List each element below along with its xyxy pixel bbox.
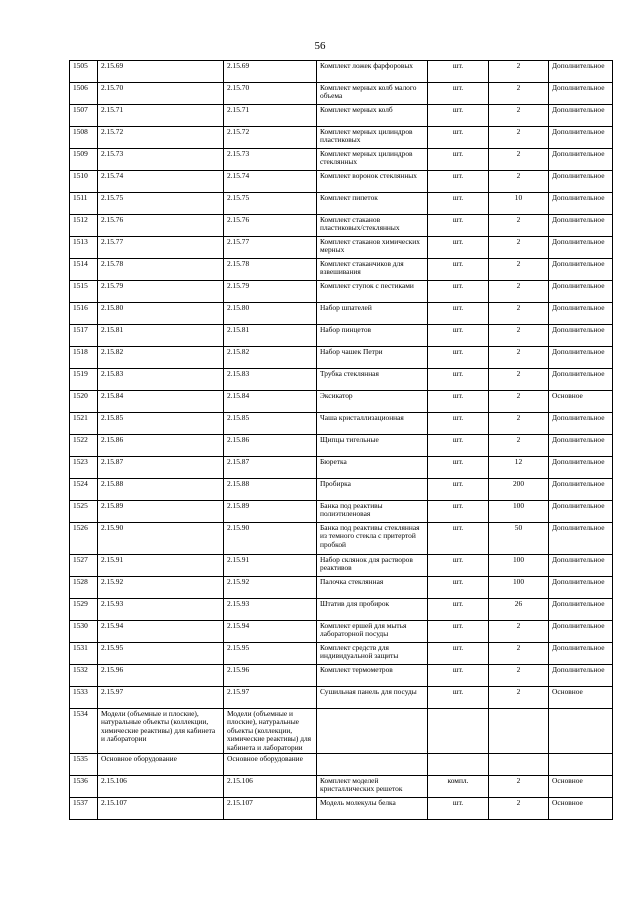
type-cell: [549, 754, 613, 776]
row-number: 1527: [70, 555, 98, 577]
quantity-cell: 2: [489, 798, 549, 820]
code-cell: 2.15.69: [98, 61, 224, 83]
table-row: [70, 754, 613, 776]
row-number: 1515: [70, 281, 98, 303]
unit-cell: шт.: [428, 555, 489, 577]
unit-cell: шт.: [428, 281, 489, 303]
code-cell: 2.15.85: [98, 413, 224, 435]
code-cell-2: 2.15.79: [224, 281, 317, 303]
unit-cell: шт.: [428, 171, 489, 193]
page-number: 56: [314, 40, 326, 52]
row-number: 1508: [70, 127, 98, 149]
unit-cell: шт.: [428, 479, 489, 501]
item-name: Комплект средств для индивидуальной защиты: [317, 643, 428, 665]
item-name: Комплект пипеток: [317, 193, 428, 215]
code-cell-2: 2.15.75: [224, 193, 317, 215]
code-cell: 2.15.75: [98, 193, 224, 215]
item-name: Комплект моделей кристаллических решеток: [317, 776, 428, 798]
row-number: 1511: [70, 193, 98, 215]
code-cell: Основное оборудование: [98, 754, 224, 776]
item-name: Набор пинцетов: [317, 325, 428, 347]
item-name: [317, 709, 428, 754]
type-cell: Дополнительное: [549, 413, 613, 435]
quantity-cell: 2: [489, 347, 549, 369]
quantity-cell: 50: [489, 523, 549, 555]
quantity-cell: 2: [489, 105, 549, 127]
quantity-cell: 2: [489, 621, 549, 643]
row-number: 1523: [70, 457, 98, 479]
code-cell-2: 2.15.69: [224, 61, 317, 83]
type-cell: Дополнительное: [549, 643, 613, 665]
type-cell: Дополнительное: [549, 665, 613, 687]
unit-cell: шт.: [428, 435, 489, 457]
item-name: Палочка стеклянная: [317, 577, 428, 599]
code-cell: 2.15.95: [98, 643, 224, 665]
quantity-cell: 2: [489, 61, 549, 83]
type-cell: Дополнительное: [549, 281, 613, 303]
item-name: Пробирка: [317, 479, 428, 501]
unit-cell: шт.: [428, 127, 489, 149]
quantity-cell: [489, 709, 549, 754]
code-cell-2: 2.15.83: [224, 369, 317, 391]
row-number: 1535: [70, 754, 98, 776]
row-number: 1519: [70, 369, 98, 391]
unit-cell: шт.: [428, 643, 489, 665]
table-row: [70, 149, 613, 171]
table-row: [70, 193, 613, 215]
unit-cell: шт.: [428, 237, 489, 259]
quantity-cell: 100: [489, 555, 549, 577]
code-cell-2: 2.15.93: [224, 599, 317, 621]
table-row: [70, 457, 613, 479]
item-name: Комплект стаканов химических мерных: [317, 237, 428, 259]
item-name: Комплект ложек фарфоровых: [317, 61, 428, 83]
code-cell: 2.15.97: [98, 687, 224, 709]
row-number: 1510: [70, 171, 98, 193]
quantity-cell: 2: [489, 391, 549, 413]
item-name: Комплект мерных цилиндров стеклянных: [317, 149, 428, 171]
table-row: [70, 215, 613, 237]
unit-cell: шт.: [428, 391, 489, 413]
code-cell: 2.15.106: [98, 776, 224, 798]
type-cell: [549, 709, 613, 754]
code-cell-2: 2.15.74: [224, 171, 317, 193]
unit-cell: шт.: [428, 798, 489, 820]
row-number: 1526: [70, 523, 98, 555]
quantity-cell: 2: [489, 435, 549, 457]
item-name: Чаша кристаллизационная: [317, 413, 428, 435]
item-name: Комплект воронок стеклянных: [317, 171, 428, 193]
unit-cell: шт.: [428, 105, 489, 127]
item-name: Штатив для пробирок: [317, 599, 428, 621]
item-name: Щипцы тигельные: [317, 435, 428, 457]
item-name: Набор шпателей: [317, 303, 428, 325]
unit-cell: шт.: [428, 577, 489, 599]
quantity-cell: 26: [489, 599, 549, 621]
row-number: 1505: [70, 61, 98, 83]
item-name: Комплект стаканчиков для взвешивания: [317, 259, 428, 281]
code-cell-2: 2.15.76: [224, 215, 317, 237]
quantity-cell: 2: [489, 643, 549, 665]
quantity-cell: 2: [489, 83, 549, 105]
type-cell: Дополнительное: [549, 555, 613, 577]
item-name: Набор чашек Петри: [317, 347, 428, 369]
type-cell: Дополнительное: [549, 259, 613, 281]
type-cell: Дополнительное: [549, 479, 613, 501]
code-cell-2: 2.15.70: [224, 83, 317, 105]
type-cell: Дополнительное: [549, 577, 613, 599]
type-cell: Дополнительное: [549, 501, 613, 523]
table-body: [70, 61, 613, 820]
unit-cell: [428, 754, 489, 776]
item-name: Комплект термометров: [317, 665, 428, 687]
unit-cell: [428, 709, 489, 754]
code-cell-2: 2.15.85: [224, 413, 317, 435]
unit-cell: шт.: [428, 369, 489, 391]
table-row: [70, 798, 613, 820]
code-cell: 2.15.92: [98, 577, 224, 599]
code-cell: 2.15.87: [98, 457, 224, 479]
row-number: 1524: [70, 479, 98, 501]
type-cell: Дополнительное: [549, 303, 613, 325]
quantity-cell: 100: [489, 501, 549, 523]
type-cell: Дополнительное: [549, 149, 613, 171]
code-cell: 2.15.80: [98, 303, 224, 325]
item-name: Бюретка: [317, 457, 428, 479]
code-cell: 2.15.96: [98, 665, 224, 687]
item-name: Комплект мерных цилиндров пластиковых: [317, 127, 428, 149]
code-cell-2: 2.15.82: [224, 347, 317, 369]
quantity-cell: 12: [489, 457, 549, 479]
code-cell: 2.15.71: [98, 105, 224, 127]
item-name: Банка под реактивы стеклянная из темного стекла с притертой пробкой: [317, 523, 428, 555]
item-name: Комплект стаканов пластиковых/стеклянных: [317, 215, 428, 237]
type-cell: Дополнительное: [549, 61, 613, 83]
row-number: 1533: [70, 687, 98, 709]
quantity-cell: 2: [489, 127, 549, 149]
code-cell-2: 2.15.97: [224, 687, 317, 709]
code-cell: 2.15.94: [98, 621, 224, 643]
code-cell-2: 2.15.94: [224, 621, 317, 643]
table-row: [70, 61, 613, 83]
item-name: Банка под реактивы полиэтиленовая: [317, 501, 428, 523]
unit-cell: шт.: [428, 61, 489, 83]
item-name: Комплект ступок с пестиками: [317, 281, 428, 303]
table-row: [70, 325, 613, 347]
row-number: 1525: [70, 501, 98, 523]
item-name: Сушильная панель для посуды: [317, 687, 428, 709]
type-cell: Дополнительное: [549, 237, 613, 259]
unit-cell: шт.: [428, 501, 489, 523]
table-row: [70, 687, 613, 709]
code-cell-2: 2.15.87: [224, 457, 317, 479]
code-cell: 2.15.82: [98, 347, 224, 369]
unit-cell: шт.: [428, 599, 489, 621]
quantity-cell: 2: [489, 687, 549, 709]
row-number: 1522: [70, 435, 98, 457]
code-cell: 2.15.76: [98, 215, 224, 237]
quantity-cell: 2: [489, 413, 549, 435]
quantity-cell: 2: [489, 776, 549, 798]
quantity-cell: 2: [489, 171, 549, 193]
code-cell-2: 2.15.89: [224, 501, 317, 523]
code-cell-2: 2.15.71: [224, 105, 317, 127]
type-cell: Основное: [549, 798, 613, 820]
type-cell: Основное: [549, 391, 613, 413]
table-row: [70, 435, 613, 457]
table-row: [70, 83, 613, 105]
code-cell-2: 2.15.91: [224, 555, 317, 577]
item-name: Эксикатор: [317, 391, 428, 413]
code-cell-2: 2.15.81: [224, 325, 317, 347]
code-cell-2: 2.15.92: [224, 577, 317, 599]
unit-cell: шт.: [428, 193, 489, 215]
table-row: [70, 105, 613, 127]
code-cell: 2.15.78: [98, 259, 224, 281]
type-cell: Основное: [549, 687, 613, 709]
table-row: [70, 391, 613, 413]
code-cell: 2.15.84: [98, 391, 224, 413]
unit-cell: шт.: [428, 149, 489, 171]
table-row: [70, 665, 613, 687]
table-row: [70, 171, 613, 193]
quantity-cell: 2: [489, 665, 549, 687]
type-cell: Дополнительное: [549, 435, 613, 457]
table-row: [70, 776, 613, 798]
table-row: [70, 303, 613, 325]
code-cell-2: Основное оборудование: [224, 754, 317, 776]
table-row: [70, 709, 613, 754]
row-number: 1521: [70, 413, 98, 435]
row-number: 1509: [70, 149, 98, 171]
code-cell: 2.15.73: [98, 149, 224, 171]
code-cell-2: 2.15.78: [224, 259, 317, 281]
row-number: 1532: [70, 665, 98, 687]
type-cell: Дополнительное: [549, 621, 613, 643]
code-cell-2: 2.15.96: [224, 665, 317, 687]
code-cell: 2.15.88: [98, 479, 224, 501]
table-row: [70, 237, 613, 259]
table-row: [70, 259, 613, 281]
code-cell-2: 2.15.80: [224, 303, 317, 325]
table-row: [70, 479, 613, 501]
table-row: [70, 369, 613, 391]
type-cell: Основное: [549, 776, 613, 798]
table-row: [70, 501, 613, 523]
type-cell: Дополнительное: [549, 599, 613, 621]
item-name: [317, 754, 428, 776]
table-row: [70, 413, 613, 435]
item-name: Набор склянок для растворов реактивов: [317, 555, 428, 577]
code-cell-2: 2.15.72: [224, 127, 317, 149]
quantity-cell: 2: [489, 369, 549, 391]
equipment-table: [69, 60, 613, 820]
type-cell: Дополнительное: [549, 83, 613, 105]
row-number: 1506: [70, 83, 98, 105]
type-cell: Дополнительное: [549, 457, 613, 479]
unit-cell: шт.: [428, 303, 489, 325]
quantity-cell: 2: [489, 259, 549, 281]
quantity-cell: 100: [489, 577, 549, 599]
unit-cell: шт.: [428, 687, 489, 709]
unit-cell: шт.: [428, 259, 489, 281]
row-number: 1520: [70, 391, 98, 413]
unit-cell: шт.: [428, 523, 489, 555]
table-row: [70, 599, 613, 621]
quantity-cell: 2: [489, 281, 549, 303]
type-cell: Дополнительное: [549, 523, 613, 555]
code-cell-2: 2.15.90: [224, 523, 317, 555]
unit-cell: шт.: [428, 215, 489, 237]
code-cell: 2.15.74: [98, 171, 224, 193]
item-name: Комплект мерных колб: [317, 105, 428, 127]
quantity-cell: 2: [489, 303, 549, 325]
item-name: Трубка стеклянная: [317, 369, 428, 391]
code-cell: 2.15.107: [98, 798, 224, 820]
quantity-cell: 200: [489, 479, 549, 501]
quantity-cell: 2: [489, 325, 549, 347]
table-row: [70, 621, 613, 643]
quantity-cell: [489, 754, 549, 776]
code-cell-2: 2.15.84: [224, 391, 317, 413]
unit-cell: шт.: [428, 413, 489, 435]
row-number: 1536: [70, 776, 98, 798]
table-row: [70, 523, 613, 555]
row-number: 1517: [70, 325, 98, 347]
code-cell-2: 2.15.107: [224, 798, 317, 820]
type-cell: Дополнительное: [549, 105, 613, 127]
unit-cell: шт.: [428, 665, 489, 687]
code-cell-2: 2.15.77: [224, 237, 317, 259]
code-cell: 2.15.93: [98, 599, 224, 621]
row-number: 1514: [70, 259, 98, 281]
code-cell: 2.15.81: [98, 325, 224, 347]
type-cell: Дополнительное: [549, 215, 613, 237]
row-number: 1537: [70, 798, 98, 820]
code-cell-2: 2.15.86: [224, 435, 317, 457]
code-cell-2: Модели (объемные и плоские), натуральные объекты (коллекции, химические реактивы) для кабинета и лаборатории: [224, 709, 317, 754]
unit-cell: компл.: [428, 776, 489, 798]
quantity-cell: 2: [489, 237, 549, 259]
code-cell: 2.15.79: [98, 281, 224, 303]
code-cell: 2.15.77: [98, 237, 224, 259]
code-cell: 2.15.72: [98, 127, 224, 149]
table-row: [70, 347, 613, 369]
row-number: 1529: [70, 599, 98, 621]
unit-cell: шт.: [428, 325, 489, 347]
row-number: 1516: [70, 303, 98, 325]
table-row: [70, 643, 613, 665]
unit-cell: шт.: [428, 621, 489, 643]
table-row: [70, 281, 613, 303]
code-cell: Модели (объемные и плоские), натуральные объекты (коллекции, химические реактивы) для кабинета и лаборатории: [98, 709, 224, 754]
code-cell: 2.15.91: [98, 555, 224, 577]
row-number: 1530: [70, 621, 98, 643]
code-cell: 2.15.83: [98, 369, 224, 391]
code-cell: 2.15.89: [98, 501, 224, 523]
type-cell: Дополнительное: [549, 325, 613, 347]
quantity-cell: 2: [489, 215, 549, 237]
row-number: 1513: [70, 237, 98, 259]
item-name: Комплект мерных колб малого объема: [317, 83, 428, 105]
row-number: 1512: [70, 215, 98, 237]
table-row: [70, 127, 613, 149]
type-cell: Дополнительное: [549, 347, 613, 369]
row-number: 1531: [70, 643, 98, 665]
quantity-cell: 2: [489, 149, 549, 171]
unit-cell: шт.: [428, 347, 489, 369]
row-number: 1518: [70, 347, 98, 369]
quantity-cell: 10: [489, 193, 549, 215]
type-cell: Дополнительное: [549, 369, 613, 391]
table-row: [70, 555, 613, 577]
row-number: 1528: [70, 577, 98, 599]
code-cell: 2.15.70: [98, 83, 224, 105]
type-cell: Дополнительное: [549, 171, 613, 193]
code-cell-2: 2.15.106: [224, 776, 317, 798]
row-number: 1534: [70, 709, 98, 754]
type-cell: Дополнительное: [549, 193, 613, 215]
code-cell: 2.15.86: [98, 435, 224, 457]
code-cell-2: 2.15.95: [224, 643, 317, 665]
item-name: Комплект ершей для мытья лабораторной посуды: [317, 621, 428, 643]
row-number: 1507: [70, 105, 98, 127]
type-cell: Дополнительное: [549, 127, 613, 149]
code-cell: 2.15.90: [98, 523, 224, 555]
unit-cell: шт.: [428, 457, 489, 479]
item-name: Модель молекулы белка: [317, 798, 428, 820]
table-row: [70, 577, 613, 599]
code-cell-2: 2.15.73: [224, 149, 317, 171]
unit-cell: шт.: [428, 83, 489, 105]
code-cell-2: 2.15.88: [224, 479, 317, 501]
